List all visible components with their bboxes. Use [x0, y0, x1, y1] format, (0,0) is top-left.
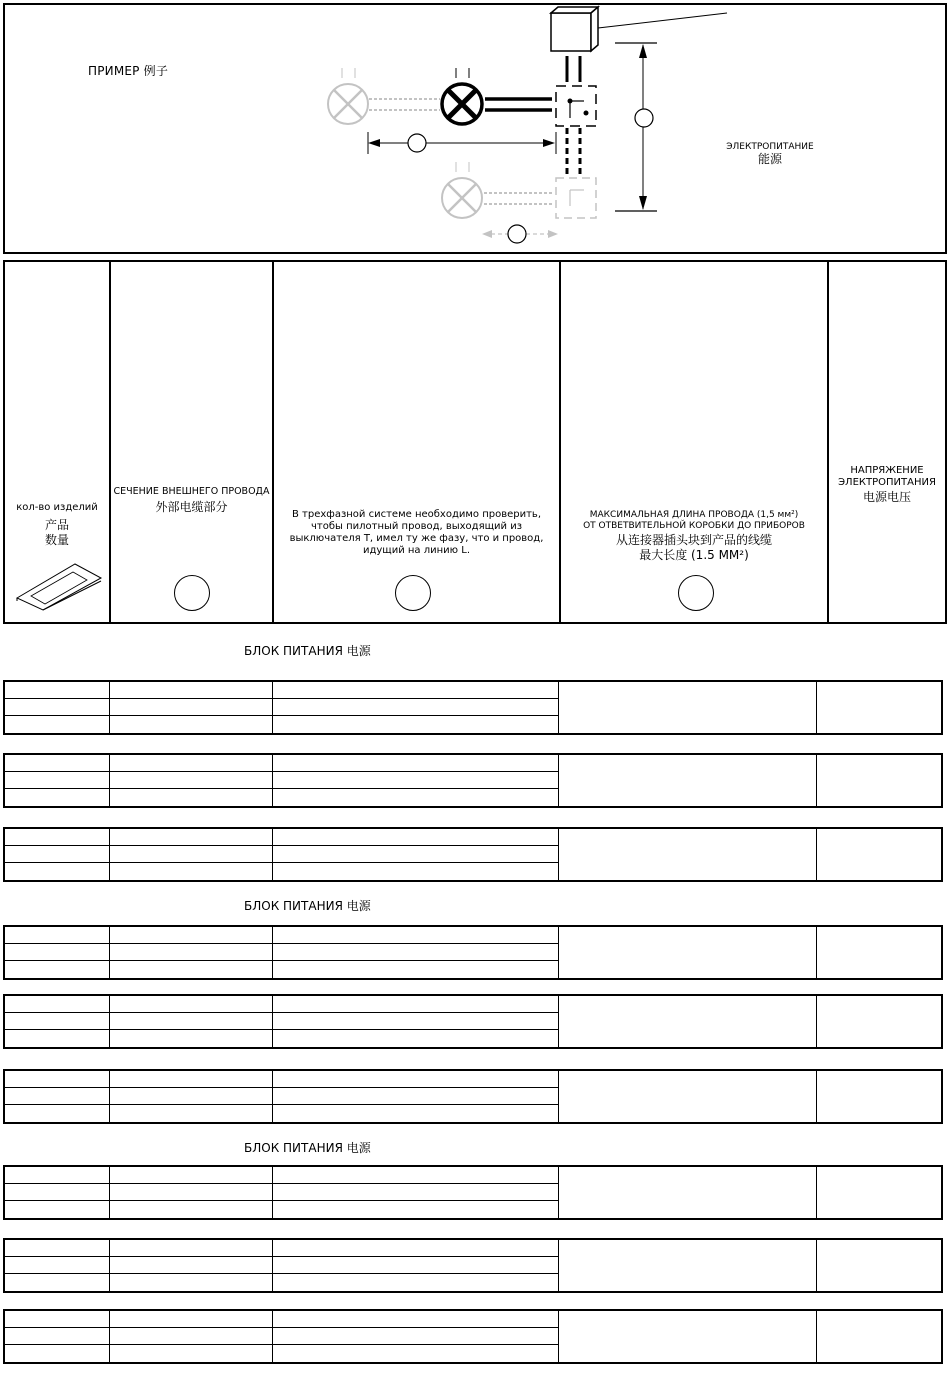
max-length-column — [561, 262, 829, 622]
empty-data-grid — [3, 1238, 943, 1293]
grid-column-line — [816, 829, 817, 880]
grid-column-line — [558, 1311, 559, 1362]
product-panel-icon — [13, 560, 105, 612]
empty-data-grid — [3, 925, 943, 980]
empty-data-grid — [3, 1069, 943, 1124]
grid-row-line — [5, 1012, 558, 1013]
grid-column-line — [272, 1167, 273, 1218]
note-line-4: идущий на линию L. — [362, 545, 471, 556]
grid-column-line — [109, 1071, 110, 1122]
grid-column-line — [816, 1071, 817, 1122]
grid-column-line — [109, 927, 110, 978]
qty-label-ru: кол-во изделий — [16, 502, 98, 513]
grid-row-line — [5, 1256, 558, 1257]
junction-box-icon — [551, 7, 727, 51]
max-length-zh-2: 最大长度 (1.5 MM²) — [639, 548, 749, 562]
grid-column-line — [558, 927, 559, 978]
grid-row-line — [5, 1104, 558, 1105]
cable-section-zh: 外部电缆部分 — [155, 500, 228, 514]
voltage-ru-1: НАПРЯЖЕНИЕ — [850, 465, 924, 476]
grid-column-line — [272, 1311, 273, 1362]
grid-column-line — [272, 829, 273, 880]
section-circle-icon — [174, 575, 210, 611]
switch-icon — [556, 86, 596, 126]
note-column — [274, 262, 561, 622]
max-length-ru-2: ОТ ОТВЕТВИТЕЛЬНОЙ КОРОБКИ ДО ПРИБОРОВ — [583, 521, 805, 531]
max-length-circle-icon — [678, 575, 714, 611]
header-table — [3, 260, 947, 624]
grid-row-line — [5, 960, 558, 961]
grid-column-line — [558, 996, 559, 1047]
section-column — [111, 262, 274, 622]
grid-row-line — [5, 943, 558, 944]
note-line-1: В трехфазной системе необходимо проверить, — [291, 509, 542, 520]
grid-column-line — [816, 927, 817, 978]
grid-row-line — [5, 1273, 558, 1274]
section-title: БЛОК ПИТАНИЯ 电源 — [244, 899, 371, 913]
grid-column-line — [109, 755, 110, 806]
empty-data-grid — [3, 753, 943, 808]
note-circle-icon — [395, 575, 431, 611]
grid-column-line — [272, 1071, 273, 1122]
grid-row-line — [5, 1183, 558, 1184]
grid-column-line — [109, 829, 110, 880]
empty-data-grid — [3, 827, 943, 882]
grid-column-line — [558, 682, 559, 733]
empty-data-grid — [3, 680, 943, 735]
grid-column-line — [272, 1240, 273, 1291]
grid-column-line — [109, 1167, 110, 1218]
note-line-3: выключателя T, имел ту же фазу, что и провод, — [289, 533, 544, 544]
grid-column-line — [816, 682, 817, 733]
grid-column-line — [109, 682, 110, 733]
grid-column-line — [558, 1240, 559, 1291]
grid-row-line — [5, 771, 558, 772]
cable-section-ru: СЕЧЕНИЕ ВНЕШНЕГО ПРОВОДА — [113, 486, 270, 497]
empty-data-grid — [3, 1165, 943, 1220]
grid-column-line — [558, 1167, 559, 1218]
grid-column-line — [272, 755, 273, 806]
voltage-zh: 电源电压 — [862, 490, 911, 504]
grid-column-line — [816, 1311, 817, 1362]
grid-column-line — [109, 1240, 110, 1291]
power-supply-zh: 能源 — [757, 152, 782, 166]
example-label: ПРИМЕР 例子 — [88, 64, 169, 78]
grid-row-line — [5, 788, 558, 789]
grid-row-line — [5, 1029, 558, 1030]
power-supply-ru: ЭЛЕКТРОПИТАНИЕ — [726, 142, 814, 152]
lamp-icon — [442, 68, 482, 124]
voltage-column — [829, 262, 945, 622]
grid-row-line — [5, 715, 558, 716]
qty-column — [5, 262, 111, 622]
grid-column-line — [816, 1240, 817, 1291]
qty-label-zh1: 产品 — [44, 518, 69, 532]
grid-column-line — [109, 1311, 110, 1362]
note-line-2: чтобы пилотный провод, выходящий из — [310, 521, 523, 532]
power-supply-label — [690, 142, 850, 166]
grid-column-line — [109, 996, 110, 1047]
grid-row-line — [5, 1200, 558, 1201]
faded-lamp-icon — [328, 68, 440, 124]
grid-column-line — [816, 755, 817, 806]
grid-row-line — [5, 1327, 558, 1328]
empty-data-grid — [3, 994, 943, 1049]
qty-label-zh2: 数量 — [44, 533, 69, 547]
grid-row-line — [5, 698, 558, 699]
grid-column-line — [816, 1167, 817, 1218]
grid-column-line — [558, 755, 559, 806]
max-length-zh-1: 从连接器插头块到产品的线缆 — [615, 533, 772, 547]
grid-column-line — [816, 996, 817, 1047]
grid-column-line — [272, 682, 273, 733]
grid-row-line — [5, 862, 558, 863]
grid-row-line — [5, 1087, 558, 1088]
grid-column-line — [558, 1071, 559, 1122]
voltage-ru-2: ЭЛЕКТРОПИТАНИЯ — [838, 477, 936, 488]
empty-data-grid — [3, 1309, 943, 1364]
max-length-ru-1: МАКСИМАЛЬНАЯ ДЛИНА ПРОВОДА (1,5 мм²) — [589, 510, 799, 520]
grid-row-line — [5, 845, 558, 846]
section-title: БЛОК ПИТАНИЯ 电源 — [244, 644, 371, 658]
grid-row-line — [5, 1344, 558, 1345]
section-title: БЛОК ПИТАНИЯ 电源 — [244, 1141, 371, 1155]
grid-column-line — [272, 927, 273, 978]
wiring-diagram — [0, 0, 950, 252]
grid-column-line — [558, 829, 559, 880]
grid-column-line — [272, 996, 273, 1047]
